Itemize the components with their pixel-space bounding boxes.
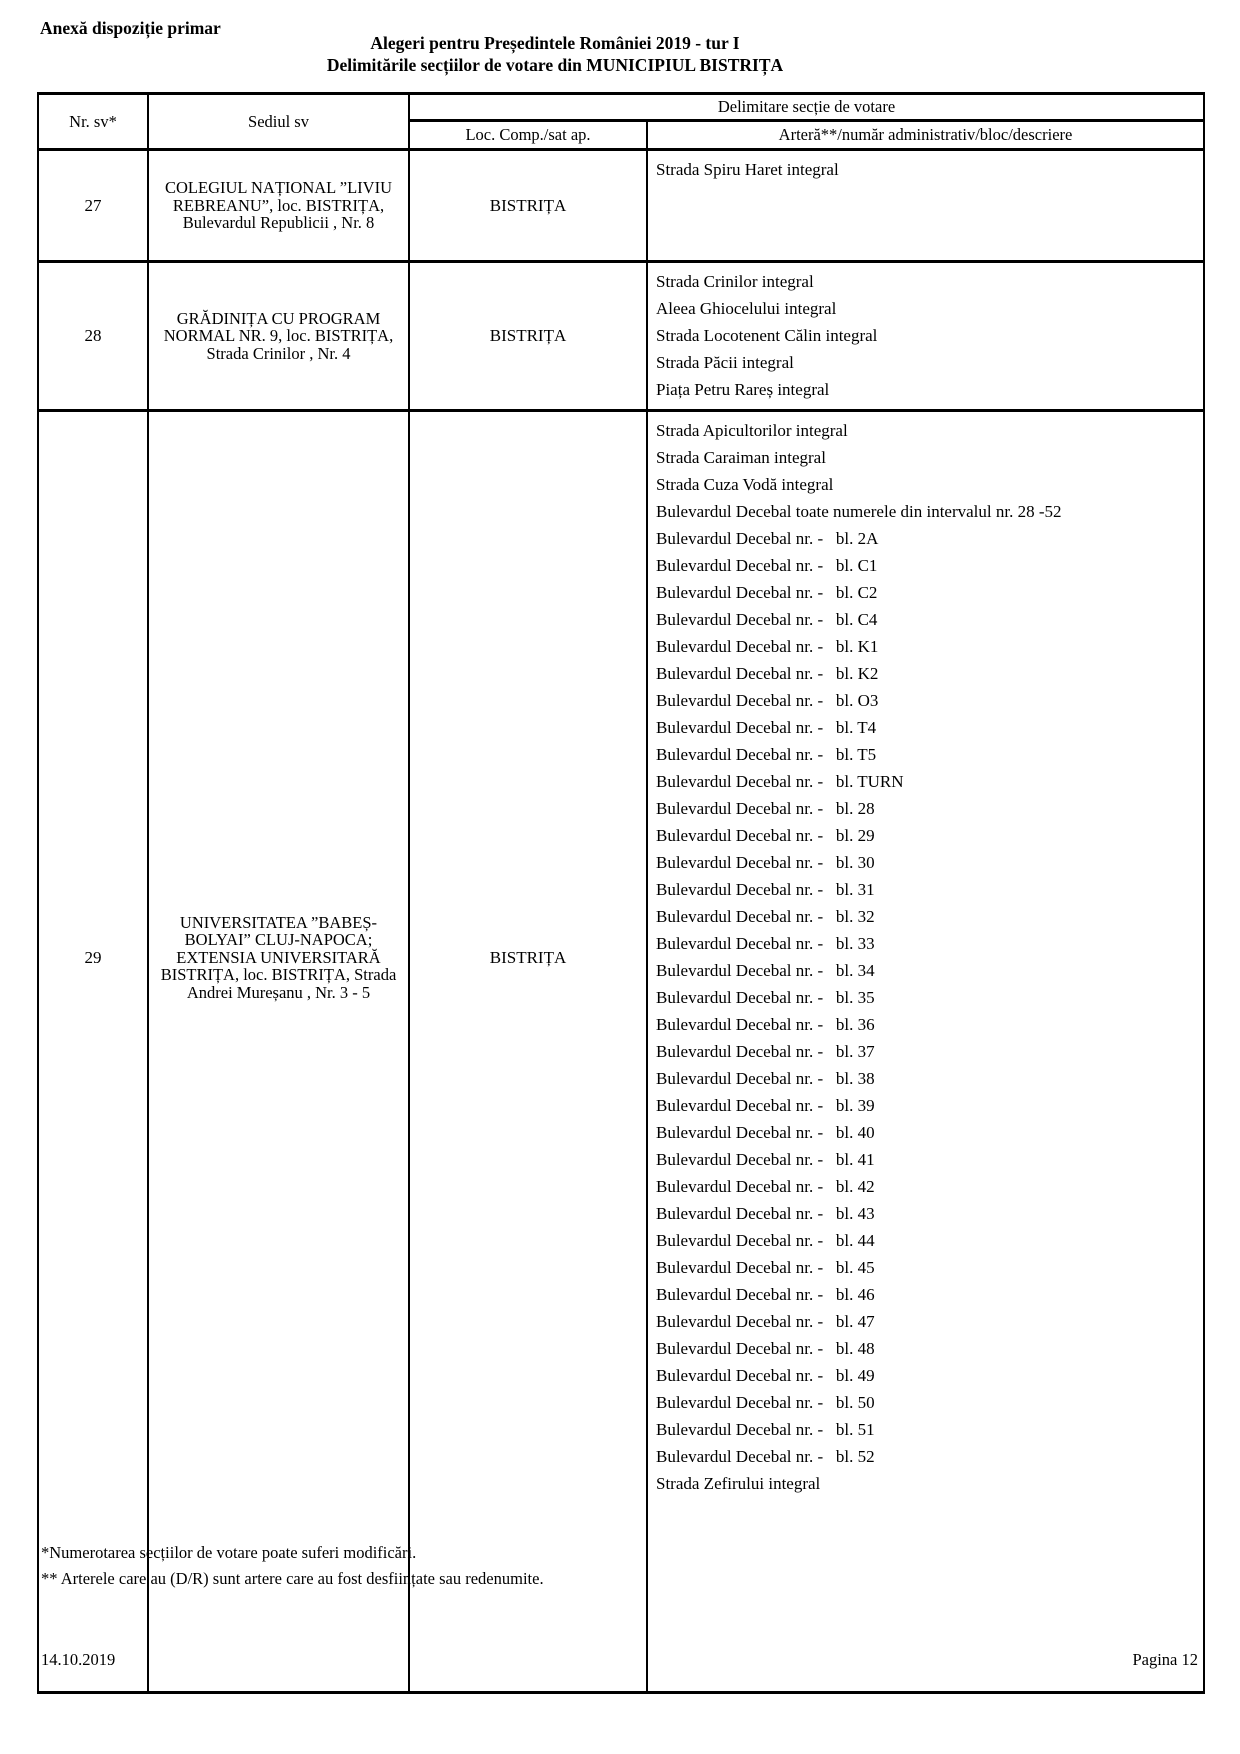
footer-date: 14.10.2019 [41, 1650, 116, 1669]
artera-line: Bulevardul Decebal nr. - bl. 37 [656, 1042, 875, 1061]
annex-label: Anexă dispoziție primar [40, 18, 221, 38]
artera-line: Strada Apicultorilor integral [656, 421, 848, 440]
row-27-number: 27 [38, 150, 148, 262]
title-line-1: Alegeri pentru Președintele României 2019 - tur I [370, 33, 740, 53]
artera-line: Strada Locotenent Călin integral [656, 326, 878, 345]
artera-line: Bulevardul Decebal nr. - bl. 51 [656, 1420, 875, 1439]
artera-line: Bulevardul Decebal nr. - bl. O3 [656, 691, 879, 710]
artera-line: Bulevardul Decebal nr. - bl. 28 [656, 799, 875, 818]
artera-line: Bulevardul Decebal nr. - bl. 38 [656, 1069, 875, 1088]
title-line-2: Delimitările secțiilor de votare din MUNICIPIUL BISTRIȚA [326, 55, 784, 75]
artera-line: Bulevardul Decebal nr. - bl. 45 [656, 1258, 875, 1277]
col-header-sediul-sv: Sediul sv [148, 94, 409, 150]
artera-line: Bulevardul Decebal nr. - bl. C4 [656, 610, 878, 629]
row-27-artere-list [647, 150, 1204, 262]
artera-line: Bulevardul Decebal nr. - bl. 49 [656, 1366, 875, 1385]
table-row-29 [38, 411, 1204, 1693]
voting-sections-table [37, 92, 1205, 1694]
artera-line: Bulevardul Decebal nr. - bl. 48 [656, 1339, 875, 1358]
col-header-delimitare: Delimitare secție de votare [409, 94, 1204, 121]
artera-line: Bulevardul Decebal nr. - bl. 34 [656, 961, 875, 980]
artera-line: Bulevardul Decebal nr. - bl. C1 [656, 556, 878, 575]
artera-line: Bulevardul Decebal nr. - bl. 31 [656, 880, 875, 899]
row-28-localitate: BISTRIȚA [409, 262, 647, 411]
artera-line: Bulevardul Decebal nr. - bl. 29 [656, 826, 875, 845]
artera-line: Strada Cuza Vodă integral [656, 475, 834, 494]
artera-line: Bulevardul Decebal nr. - bl. T5 [656, 745, 877, 764]
artera-line: Bulevardul Decebal nr. - bl. 40 [656, 1123, 875, 1142]
artera-line: Bulevardul Decebal toate numerele din intervalul nr. 28 -52 [656, 502, 1062, 521]
artera-line: Strada Crinilor integral [656, 272, 814, 291]
footnote-2: ** Arterele care au (D/R) sunt artere care au fost desființate sau redenumite. [41, 1568, 544, 1588]
artera-line: Bulevardul Decebal nr. - bl. K1 [656, 637, 879, 656]
col-header-nr-sv: Nr. sv* [38, 94, 148, 150]
row-28-artere-list [647, 262, 1204, 411]
document-title [0, 32, 1110, 76]
footnote-1: *Numerotarea secțiilor de votare poate suferi modificări. [41, 1543, 417, 1562]
row-27-localitate: BISTRIȚA [409, 150, 647, 262]
artera-line: Bulevardul Decebal nr. - bl. 50 [656, 1393, 875, 1412]
artera-line: Bulevardul Decebal nr. - bl. 43 [656, 1204, 875, 1223]
artera-line: Bulevardul Decebal nr. - bl. 41 [656, 1150, 875, 1169]
artera-line: Piața Petru Rareș integral [656, 380, 830, 399]
artera-line: Bulevardul Decebal nr. - bl. K2 [656, 664, 879, 683]
table-header [38, 94, 1204, 150]
artera-line: Bulevardul Decebal nr. - bl. 39 [656, 1096, 875, 1115]
artera-line: Bulevardul Decebal nr. - bl. 36 [656, 1015, 875, 1034]
row-28-number: 28 [38, 262, 148, 411]
row-29-number: 29 [38, 411, 148, 1693]
col-header-loc-comp: Loc. Comp./sat ap. [409, 121, 647, 150]
artera-line: Bulevardul Decebal nr. - bl. 30 [656, 853, 875, 872]
artera-line: Bulevardul Decebal nr. - bl. C2 [656, 583, 878, 602]
artera-line: Bulevardul Decebal nr. - bl. 52 [656, 1447, 875, 1466]
artera-line: Aleea Ghiocelului integral [656, 299, 837, 318]
footer-page-number: Pagina 12 [1132, 1650, 1198, 1669]
artera-line: Strada Caraiman integral [656, 448, 826, 467]
table-row-28 [38, 262, 1204, 411]
row-29-sediu: UNIVERSITATEA ”BABEȘ-BOLYAI” CLUJ-NAPOCA; EXTENSIA UNIVERSITARĂ BISTRIȚA, loc. BISTRIȚA, Strada Andrei Mureșanu , Nr. 3 - 5 [148, 411, 409, 1693]
artera-line: Strada Păcii integral [656, 353, 794, 372]
row-28-sediu: GRĂDINIȚA CU PROGRAM NORMAL NR. 9, loc. BISTRIȚA, Strada Crinilor , Nr. 4 [148, 262, 409, 411]
artera-line: Bulevardul Decebal nr. - bl. 32 [656, 907, 875, 926]
row-29-artere-list [647, 411, 1204, 1693]
header-row-1 [38, 94, 1204, 121]
artera-line: Bulevardul Decebal nr. - bl. 47 [656, 1312, 875, 1331]
footnotes [41, 1540, 544, 1591]
artera-line: Bulevardul Decebal nr. - bl. 33 [656, 934, 875, 953]
artera-line: Strada Spiru Haret integral [656, 160, 839, 179]
artera-line: Bulevardul Decebal nr. - bl. 2A [656, 529, 879, 548]
artera-line: Bulevardul Decebal nr. - bl. 35 [656, 988, 875, 1007]
col-header-artera: Arteră**/număr administrativ/bloc/descriere [647, 121, 1204, 150]
artera-line: Bulevardul Decebal nr. - bl. TURN [656, 772, 904, 791]
table-row-27 [38, 150, 1204, 262]
artera-line: Bulevardul Decebal nr. - bl. 42 [656, 1177, 875, 1196]
artera-line: Bulevardul Decebal nr. - bl. 44 [656, 1231, 875, 1250]
artera-line: Bulevardul Decebal nr. - bl. T4 [656, 718, 877, 737]
artera-line: Strada Zefirului integral [656, 1474, 821, 1493]
artera-line: Bulevardul Decebal nr. - bl. 46 [656, 1285, 875, 1304]
row-29-localitate: BISTRIȚA [409, 411, 647, 1693]
row-27-sediu: COLEGIUL NAȚIONAL ”LIVIU REBREANU”, loc. BISTRIȚA, Bulevardul Republicii , Nr. 8 [148, 150, 409, 262]
